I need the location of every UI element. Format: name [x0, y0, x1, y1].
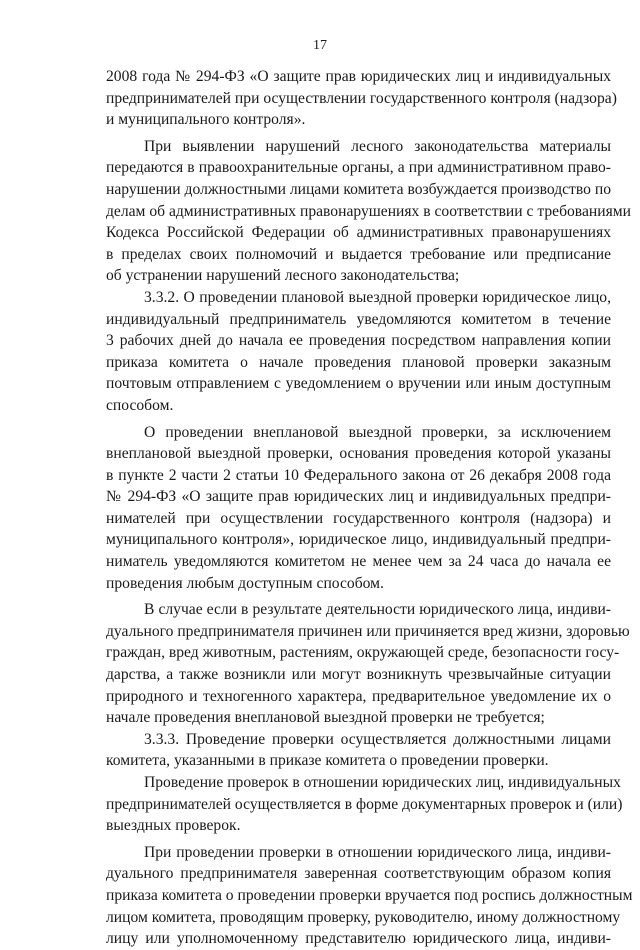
text-line: нарушении должностными лицами комитета возбуждается производство по — [106, 180, 611, 198]
text-line: При выявлении нарушений лесного законодательства материалы — [144, 137, 611, 155]
text-line: делам об административных правонарушениях в соответствии с требованиями — [106, 202, 631, 220]
text-line: Проведение проверок в отношении юридических лиц, индивидуальных — [144, 774, 621, 791]
text-line: 3.3.2. О проведении плановой выездной проверки юридическое лицо, — [144, 288, 611, 306]
text-line: в пункте 2 части 2 статьи 10 Федерального закона от 26 декабря 2008 года — [106, 466, 611, 484]
text-line: индивидуальный предприниматель уведомляются комитетом в течение — [106, 310, 611, 328]
text-line: № 294-ФЗ «О защите прав юридических лиц и индивидуальных предпри- — [106, 488, 611, 506]
text-line: передаются в правоохранительные органы, а при административном право- — [106, 159, 611, 177]
text-line: предпринимателей при осуществлении государственного контроля (надзора) — [106, 89, 617, 107]
text-line: В случае если в результате деятельности юридического лица, индиви- — [144, 601, 611, 619]
text-line: лицом комитета, проводящим проверку, руководителю, иному должностному — [106, 908, 621, 926]
text-line: в пределах своих полномочий и выдается требование или предписание — [106, 245, 611, 263]
text-line: граждан, вред животным, растениям, окружающей среде, безопасности госу- — [106, 644, 620, 662]
text-line: об устранении нарушений лесного законодательства; — [106, 267, 460, 285]
text-line: муниципального контроля», юридическое лицо, индивидуальный предпри- — [106, 531, 611, 549]
text-line: приказа комитета о проведении проверки вручается под роспись должностным — [106, 886, 633, 904]
text-line: приказа комитета о начале проведения плановой проверки заказным — [106, 353, 611, 371]
text-line: предпринимателей осуществляется в форме документарных проверок и (или) — [106, 795, 623, 813]
text-line: 2008 года № 294-ФЗ «О защите прав юридических лиц и индивидуальных — [106, 68, 611, 85]
text-line: 3 рабочих дней до начала ее проведения посредством направления копии — [106, 332, 611, 350]
text-line: и муниципального контроля». — [106, 111, 306, 129]
page-number: 17 — [313, 38, 327, 53]
text-line: При проведении проверки в отношении юридического лица, индиви- — [144, 843, 611, 861]
text-line: лицу или уполномоченному представителю юридического лица, индиви- — [106, 930, 611, 948]
text-line: дуального предпринимателя причинен или причиняется вред жизни, здоровью — [106, 622, 630, 640]
text-line: выездных проверок. — [106, 817, 241, 835]
text-line: почтовым отправлением с уведомлением о вручении или иным доступным — [106, 375, 611, 393]
text-line: проведения любым доступным способом. — [106, 574, 384, 592]
text-line: комитета, указанными в приказе комитета о проведении проверки. — [106, 752, 549, 770]
text-line: 3.3.3. Проведение проверки осуществляется должностными лицами — [144, 730, 611, 748]
document-body — [106, 66, 633, 950]
text-line: способом. — [106, 396, 174, 414]
text-line: ниматель уведомляются комитетом не менее чем за 24 часа до начала ее — [106, 553, 611, 571]
text-line: О проведении внеплановой выездной проверки, за исключением — [144, 423, 611, 441]
text-line: дарства, а также возникли или могут возникнуть чрезвычайные ситуации — [106, 666, 611, 684]
text-line: нимателей при осуществлении государственного контроля (надзора) и — [106, 509, 611, 527]
text-line: внеплановой выездной проверки, основания проведения которой указаны — [106, 445, 611, 463]
text-line: начале проведения внеплановой выездной проверки не требуется; — [106, 709, 545, 727]
text-line: дуального предпринимателя заверенная соответствующим образом копия — [106, 865, 611, 883]
text-line: природного и техногенного характера, предварительное уведомление их о — [106, 687, 611, 705]
text-line: Кодекса Российской Федерации об административных правонарушениях — [106, 224, 611, 242]
